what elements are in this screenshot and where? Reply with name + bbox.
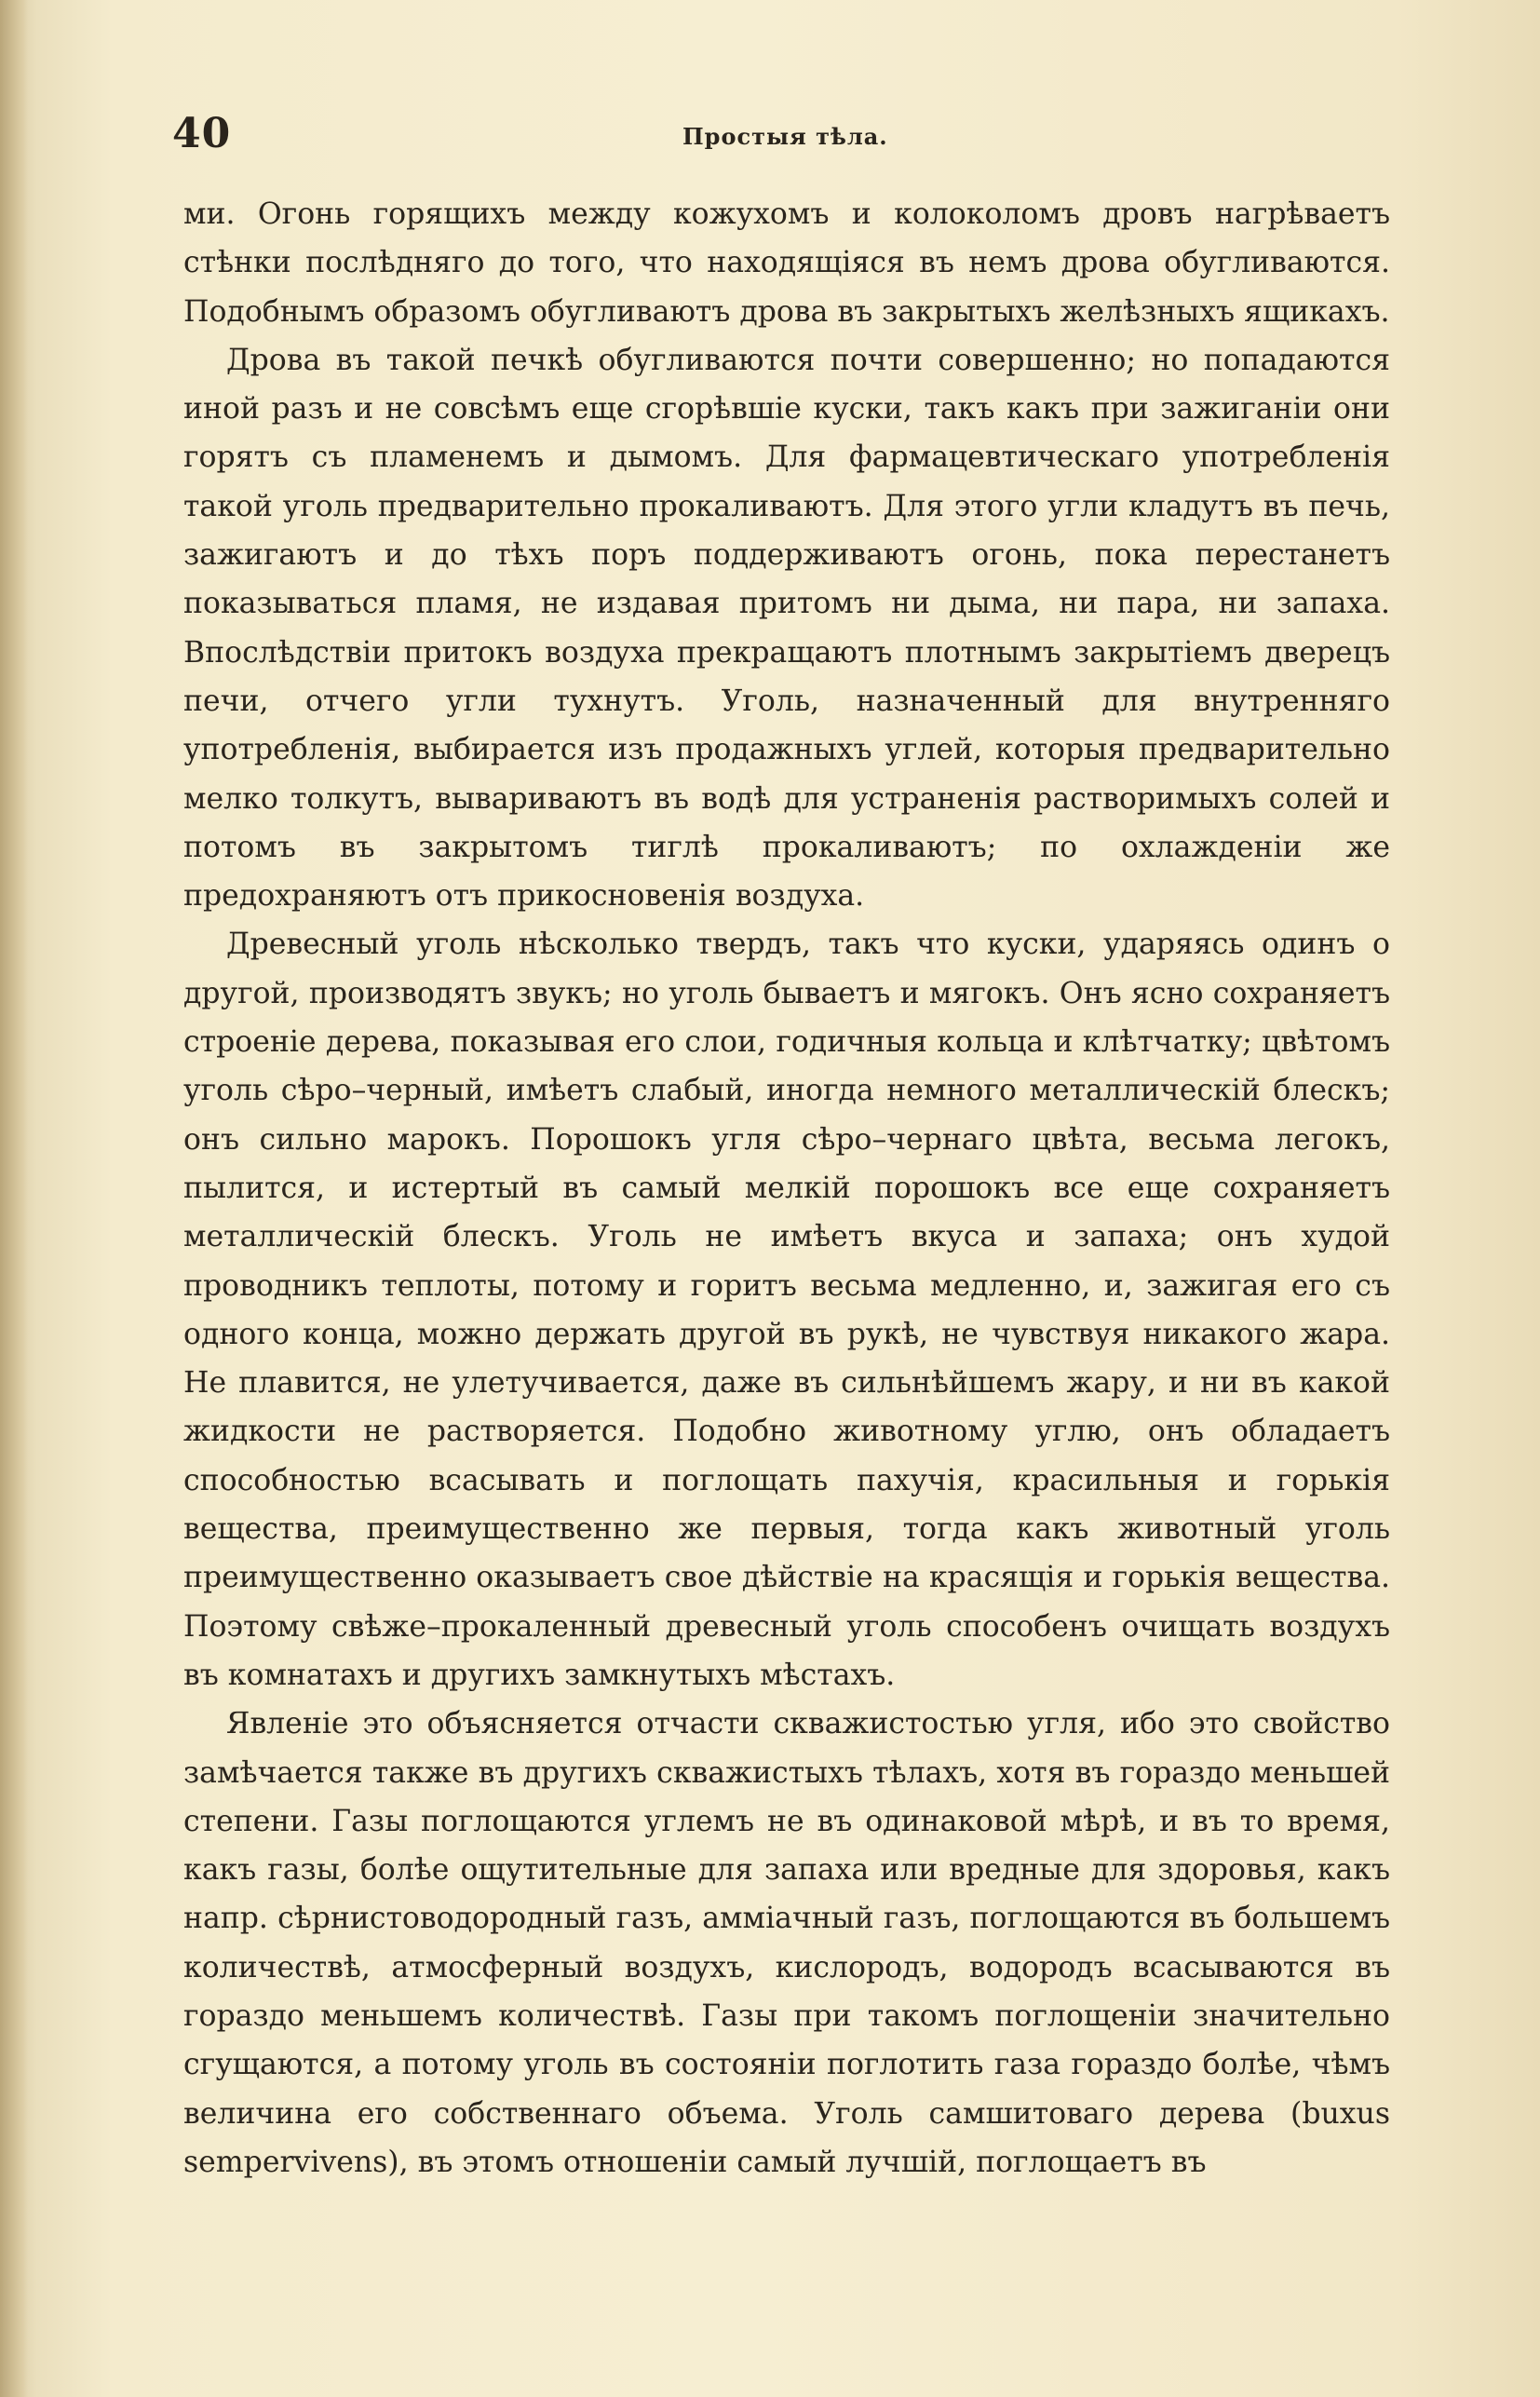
paragraph-3: Древесный уголь нѣсколько твердъ, такъ что куски, ударяясь одинъ о другой, производятъ звукъ; но уголь бываетъ и мягокъ. Онъ ясно сохраняетъ строенiе дерева, показывая его слои, годичныя кольца и клѣтчатку; цвѣтомъ уголь сѣро–черный, имѣетъ слабый, иногда немного металлическiй блескъ; онъ сильно марокъ. Порошокъ угля сѣро–чернаго цвѣта, весьма легокъ, пылится, и истертый въ самый мелкiй порошокъ все еще сохраняетъ металлическiй блескъ. Уголь не имѣетъ вкуса и запаха; онъ худой проводникъ теплоты, потому и горитъ весьма медленно, и, зажигая его съ одного конца, можно держать другой въ рукѣ, не чувствуя никакого жара. Не плавится, не улетучивается, даже въ сильнѣйшемъ жару, и ни въ какой жидкости не растворяется. Подобно животному углю, онъ обладаетъ способностью всасывать и поглощать пахучiя, красильныя и горькiя вещества, преимущественно же первыя, тогда какъ животный уголь преимущественно оказываетъ свое дѣйствiе на красящiя и горькiя вещества. Поэтому свѣже–прокаленный древесный уголь способенъ очищать воздухъ въ комнатахъ и другихъ замкнутыхъ мѣстахъ.: [183, 928, 1390, 1692]
paragraph-2: Дрова въ такой печкѣ обугливаются почти совершенно; но попадаются иной разъ и не совсѣмъ еще сгорѣвшiе куски, такъ какъ при зажиганiи они горятъ съ пламенемъ и дымомъ. Для фармацевтическаго употребленiя такой уголь предварительно прокаливаютъ. Для этого угли кладутъ въ печь, зажигаютъ и до тѣхъ поръ поддерживаютъ огонь, пока перестанетъ показываться пламя, не издавая притомъ ни дыма, ни пара, ни запаха. Впослѣдствiи притокъ воздуха прекращаютъ плотнымъ закрытiемъ дверецъ печи, отчего угли тухнутъ. Уголь, назначенный для внутренняго употребленiя, выбирается изъ продажныхъ углей, которыя предварительно мелко толкутъ, вывариваютъ въ водѣ для устраненiя растворимыхъ солей и потомъ въ закрытомъ тиглѣ прокаливаютъ; по охлажденiи же предохраняютъ отъ прикосновенiя воздуха.: [183, 343, 1390, 914]
page-number: 40: [172, 110, 232, 157]
paragraph-4: Явленiе это объясняется отчасти скважистостью угля, ибо это свойство замѣчается также въ другихъ скважистыхъ тѣлахъ, хотя въ гораздо меньшей степени. Газы поглощаются углемъ не въ одинаковой мѣрѣ, и въ то время, какъ газы, болѣе ощутительные для запаха или вредные для здоровья, какъ напр. сѣрнистоводородный газъ, амміачный газъ, поглощаются въ большемъ количествѣ, атмосферный воздухъ, кислородъ, водородъ всасываются въ гораздо меньшемъ количествѣ. Газы при такомъ поглощенiи значительно сгущаются, а потому уголь въ состоянiи поглотить газа гораздо болѣе, чѣмъ величина его собственнаго объема. Уголь самшитоваго дерева (buxus sempervivens), въ этомъ отношенiи самый лучшiй, поглощаетъ въ: [183, 1707, 1390, 2179]
paragraph-1: ми. Огонь горящихъ между кожухомъ и колоколомъ дровъ нагрѣваетъ стѣнки послѣдняго до того, что находящiяся въ немъ дрова обугливаются. Подобнымъ образомъ обугливаютъ дрова въ закрытыхъ желѣзныхъ ящикахъ.: [183, 197, 1390, 329]
body-text: [183, 190, 1390, 2187]
page-header: [172, 110, 1392, 166]
running-head: Простыя тѣла.: [682, 123, 888, 150]
page-binding-edge: [0, 0, 28, 2397]
